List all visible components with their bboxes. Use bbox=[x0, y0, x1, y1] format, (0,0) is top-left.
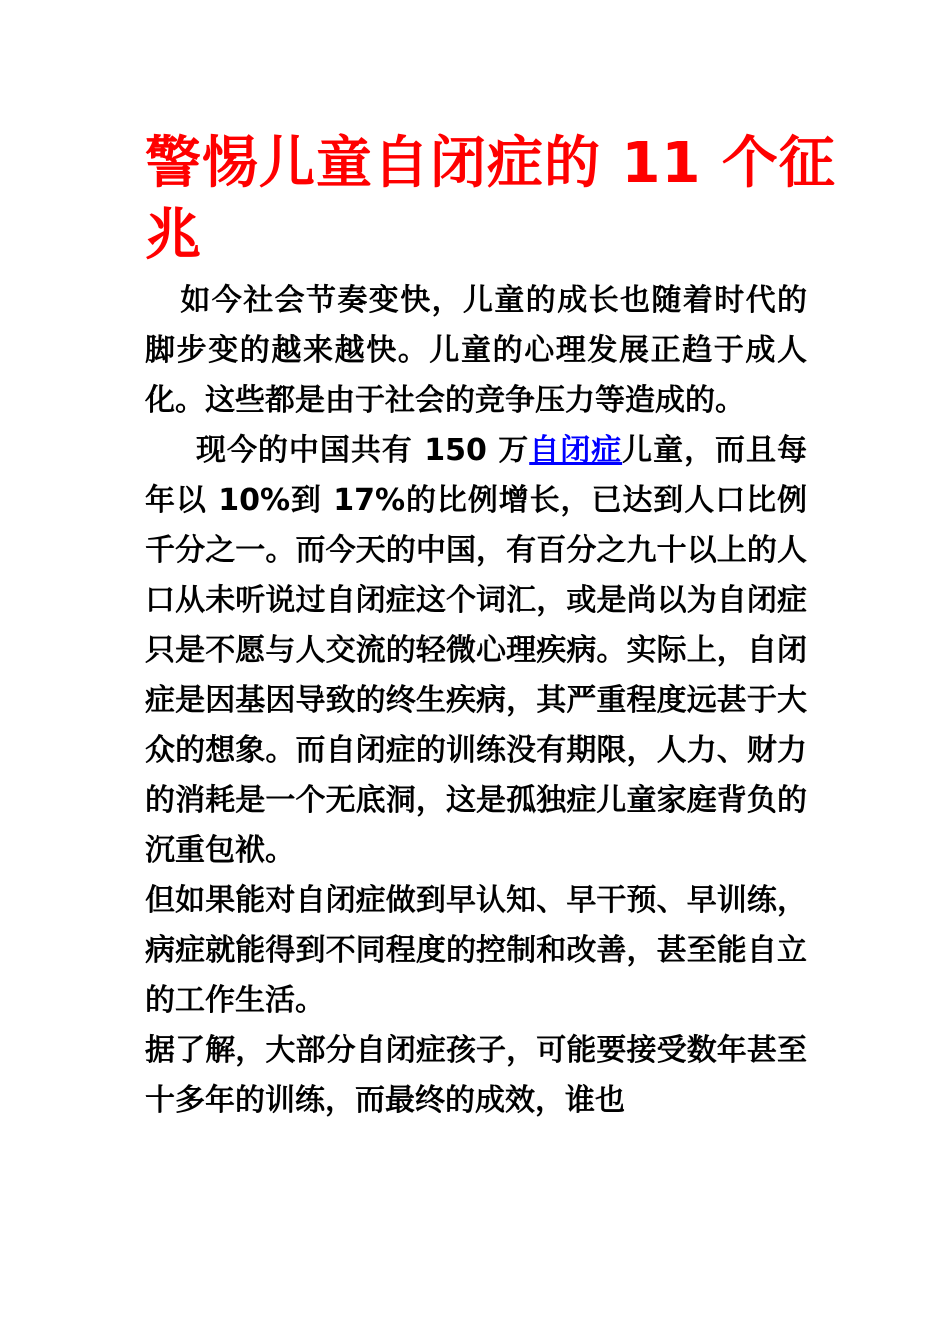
paragraph-statistics-rest: 儿童，而且每年以 10%到 17%的比例增长，已达到人口比例千分之一。而今天的中国，有百分之九十以上的人口从未听说过自闭症这个词汇，或是尚以为自闭症只是不愿与人交流的轻微心理疾病。实际上，自闭症是因基因导致的终生疾病，其严重程度远甚于大众的想象。而自闭症的训练没有期限，人力、财力的消耗是一个无底洞，这是孤独症儿童家庭背负的沉重包袱。 bbox=[145, 433, 808, 868]
paragraph-statistics-lead: 现今的中国共有 150 万 bbox=[195, 433, 530, 468]
paragraph-intro-text: 如今社会节奏变快，儿童的成长也随着时代的脚步变的越来越快。儿童的心理发展正趋于成人化。这些都是由于社会的竞争压力等造成的。 bbox=[145, 283, 807, 418]
paragraph-statistics bbox=[145, 426, 807, 876]
paragraph-early-intervention: 但如果能对自闭症做到早认知、早干预、早训练，病症就能得到不同程度的控制和改善，甚至能自立的工作生活。 bbox=[145, 883, 807, 1018]
paragraph-training: 据了解，大部分自闭症孩子，可能要接受数年甚至十多年的训练，而最终的成效，谁也 bbox=[145, 1033, 807, 1118]
document-page bbox=[145, 128, 845, 1126]
autism-link[interactable]: 自闭症 bbox=[529, 433, 623, 468]
paragraph-intro bbox=[145, 276, 807, 426]
document-title: 警惕儿童自闭症的 11 个征兆 bbox=[145, 131, 836, 268]
